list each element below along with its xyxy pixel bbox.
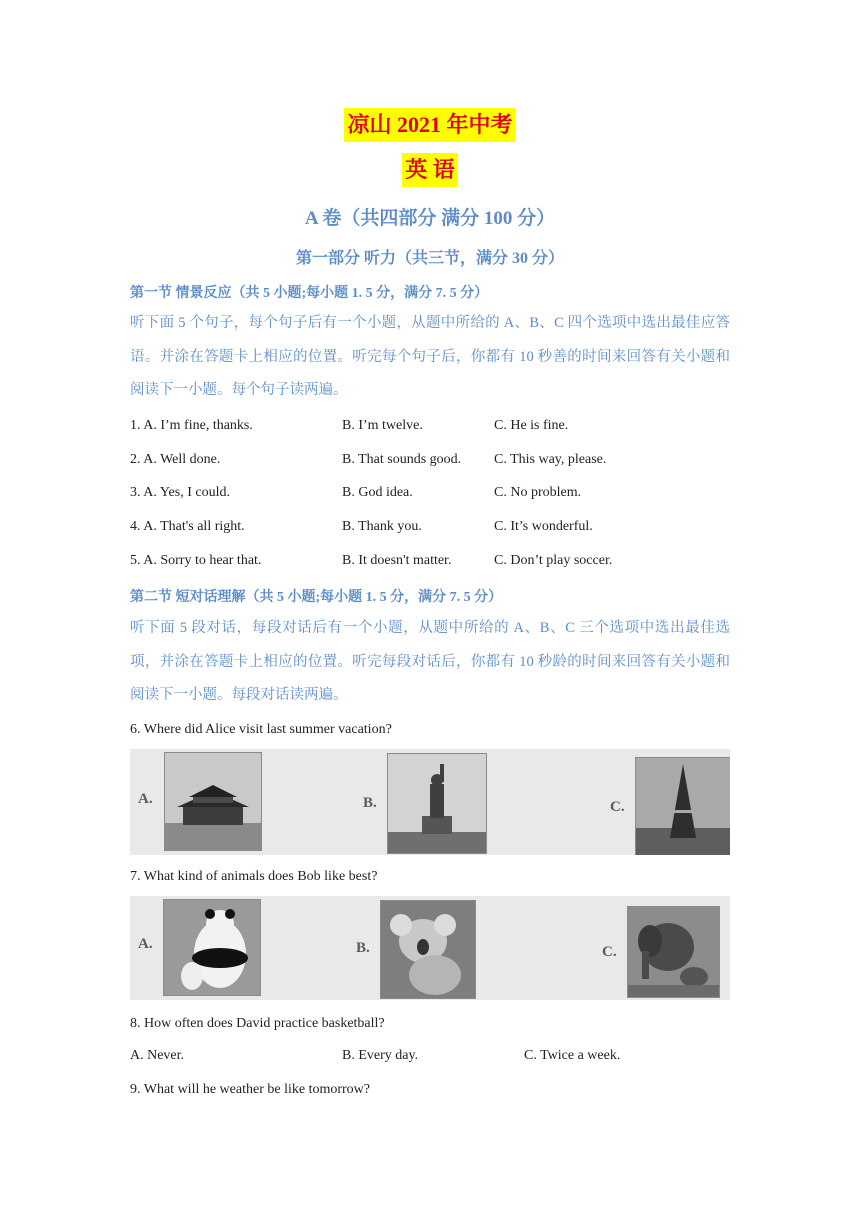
- question-6-images: [130, 749, 730, 855]
- option-a: 4. A. That's all right.: [130, 519, 245, 534]
- elephant-photo: [627, 906, 720, 998]
- question-7: 7. What kind of animals does Bob like best?: [130, 869, 378, 884]
- option-a: 1. A. I’m fine, thanks.: [130, 418, 253, 433]
- section2-heading: 第二节 短对话理解（共 5 小题;每小题 1. 5 分，满分 7. 5 分）: [130, 590, 503, 605]
- option-c: C. This way, please.: [494, 452, 607, 467]
- image-label-a: A.: [138, 936, 153, 952]
- question-7-images: [130, 896, 730, 1000]
- option-a: 5. A. Sorry to hear that.: [130, 553, 262, 568]
- option-b: B. That sounds good.: [342, 452, 462, 467]
- koala-photo: [380, 900, 476, 999]
- option-a: 2. A. Well done.: [130, 452, 221, 467]
- option-b: B. Thank you.: [342, 519, 422, 534]
- image-label-b: B.: [356, 940, 370, 956]
- exam-title: 凉山 2021 年中考: [0, 108, 860, 142]
- image-label-b: B.: [363, 795, 377, 811]
- question-8-options: [130, 1046, 730, 1066]
- option-a: A. Never.: [130, 1048, 185, 1063]
- eiffel-tower-photo: [635, 757, 730, 855]
- option-c: C. Twice a week.: [524, 1048, 621, 1063]
- question-row: [130, 517, 730, 537]
- option-c: C. It’s wonderful.: [494, 519, 593, 534]
- option-b: B. God idea.: [342, 485, 413, 500]
- question-6: 6. Where did Alice visit last summer vacation?: [130, 722, 392, 737]
- question-row: [130, 551, 730, 571]
- part1-heading: 第一部分 听力（共三节，满分 30 分）: [295, 250, 564, 267]
- option-a: 3. A. Yes, I could.: [130, 485, 230, 500]
- question-row: [130, 483, 730, 503]
- question-8: 8. How often does David practice basketball?: [130, 1016, 385, 1031]
- option-c: C. Don’t play soccer.: [494, 553, 613, 568]
- section1-heading: 第一节 情景反应（共 5 小题;每小题 1. 5 分，满分 7. 5 分）: [130, 286, 489, 301]
- option-b: B. I’m twelve.: [342, 418, 423, 433]
- question-9: 9. What will he weather be like tomorrow?: [130, 1082, 370, 1097]
- image-label-c: C.: [602, 944, 617, 960]
- exam-subject: 英 语: [0, 153, 860, 187]
- tiananmen-photo: [164, 752, 262, 851]
- option-c: C. He is fine.: [494, 418, 569, 433]
- section2-instructions: 听下面 5 段对话，每段对话后有一个小题，从题中所给的 A、B、C 三个选项中选出最佳选项，并涂在答题卡上相应的位置。听完每段对话后，你都有 10 秒龄的时间来回答有关小题和阅读下一小题。每段对话读两遍。: [130, 620, 730, 703]
- option-b: B. Every day.: [342, 1048, 419, 1063]
- question-row: [130, 416, 730, 436]
- panda-photo: [163, 899, 261, 996]
- option-c: C. No problem.: [494, 485, 582, 500]
- question-row: [130, 450, 730, 470]
- section1-instructions: 听下面 5 个句子，每个句子后有一个小题，从题中所给的 A、B、C 四个选项中选出最佳应答语。并涂在答题卡上相应的位置。听完每个句子后，你都有 10 秒善的时间来回答有关小题和阅读下一小题。每个句子读两遍。: [130, 315, 730, 398]
- option-b: B. It doesn't matter.: [342, 553, 452, 568]
- image-label-c: C.: [610, 799, 625, 815]
- volume-heading: A 卷（共四部分 满分 100 分）: [304, 208, 556, 229]
- statue-of-liberty-photo: [387, 753, 487, 854]
- image-label-a: A.: [138, 791, 153, 807]
